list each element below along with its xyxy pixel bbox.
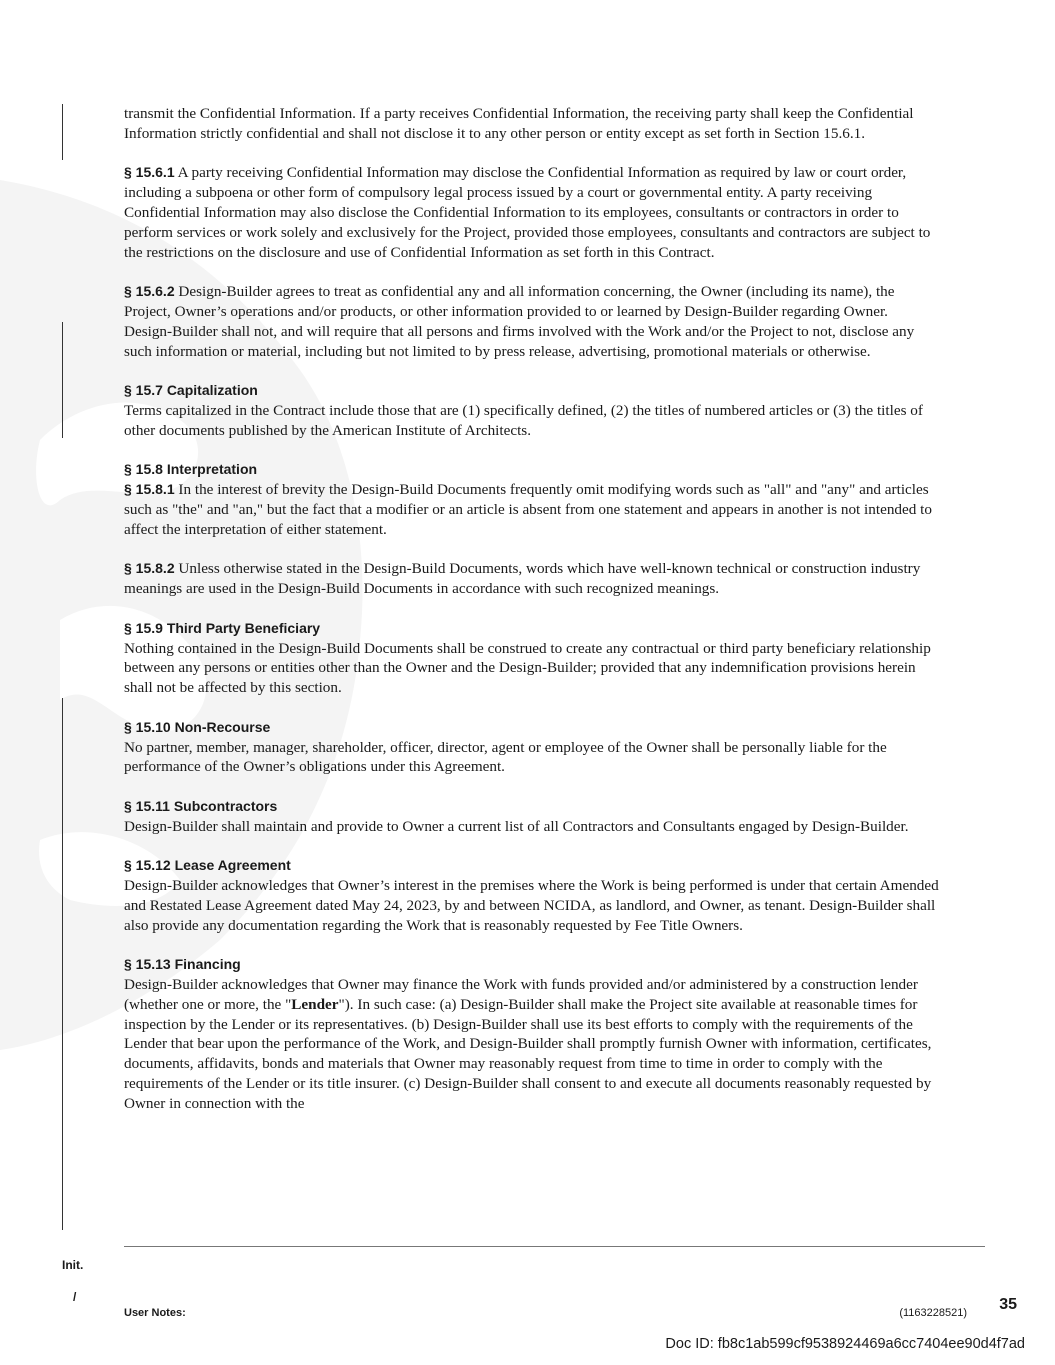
paragraph — [124, 718, 939, 777]
paragraph-text: Design-Builder agrees to treat as confidential any and all information concerning, the Owner (including its name), the Project, Owner’s operations and/or products, or other information provided to or learned by Design-Builder regarding Owner. Design-Builder shall not, and will require that all persons and firms involved with the Work and/or the Project to not, disclose any such information or material, including but not limited to by press release, advertising, promotional materials or otherwise. — [124, 283, 915, 360]
doc-id: Doc ID: fb8c1ab599cf9538924469a6cc7404ee90d4f7ad — [665, 1336, 1025, 1352]
paragraph-text: Design-Builder acknowledges that Owner’s interest in the premises where the Work is being performed is under that certain Amended and Restated Lease Agreement dated May 24, 2023, by and between NCIDA, as landlord, and Owner, as tenant. Design-Builder shall also provide any documentation regarding the Work that is reasonably requested by Fee Title Owners. — [124, 877, 939, 934]
section-heading: § 15.11 Subcontractors — [124, 797, 278, 814]
page-number: 35 — [999, 1296, 1017, 1313]
section-heading: § 15.8.1 — [124, 481, 175, 498]
paragraph — [124, 559, 939, 599]
paragraph-text: "). In such case: (a) Design-Builder shall make the Project site available at reasonable times for inspection by the Lender or its representatives. (b) Design-Builder shall use its best efforts to comply with the requirements of the Lender that bear upon the performance of the Work, and Design-Builder shall promptly furnish Owner with information, certificates, documents, affidavits, bonds and materials that Owner may reasonably request from time to time in order to comply with the requirements of the Lender or its title insurer. (c) Design-Builder shall consent to and execute all documents reasonably requested by Owner in connection with the — [124, 995, 932, 1112]
paragraph — [124, 797, 939, 837]
paragraph — [124, 282, 939, 361]
init-label: Init. — [62, 1258, 84, 1272]
revision-bar — [62, 104, 63, 160]
paragraph — [124, 856, 939, 935]
paragraph — [124, 460, 939, 480]
section-heading: § 15.8 Interpretation — [124, 461, 258, 478]
section-heading: § 15.12 Lease Agreement — [124, 857, 291, 874]
init-slash: / — [73, 1290, 77, 1304]
paragraph-text: transmit the Confidential Information. If a party receives Confidential Information, the receiving party shall keep the Confidential Information strictly confidential and shall not disclose it to any other person or entity except as set forth in Section 15.6.1. — [124, 105, 914, 142]
paragraph — [124, 104, 939, 144]
section-heading: § 15.7 Capitalization — [124, 382, 258, 399]
section-heading: § 15.9 Third Party Beneficiary — [124, 619, 321, 636]
paragraph-text: Design-Builder acknowledges that Owner may finance the Work with funds provided and/or administered by a construction lender (whether one or more, the " — [124, 976, 918, 1013]
section-heading: § 15.6.2 — [124, 283, 175, 300]
paragraph-text: In the interest of brevity the Design-Build Documents frequently omit modifying words such as "all" and "any" and articles such as "the" and "an," but the fact that a modifier or an article is absent from one statement and appears in another is not intended to affect the interpretation of either statement. — [124, 481, 932, 538]
paragraph — [124, 381, 939, 440]
paragraph — [124, 619, 939, 698]
document-body — [124, 104, 939, 1114]
document-number: (1163228521) — [899, 1307, 967, 1319]
paragraph-text: No partner, member, manager, shareholder, officer, director, agent or employee of the Owner shall be personally liable for the performance of the Owner’s obligations under this Agreement. — [124, 738, 887, 776]
footer-rule — [124, 1246, 985, 1247]
defined-term: Lender — [291, 995, 339, 1013]
paragraph-text: Terms capitalized in the Contract include those that are (1) specifically defined, (2) the titles of numbered articles or (3) the titles of other documents published by the American Institute of Architects. — [124, 401, 923, 439]
paragraph-text: A party receiving Confidential Information may disclose the Confidential Information as required by law or court order, including a subpoena or other form of compulsory legal process issued by a court or governmental entity. A party receiving Confidential Information may also disclose the Confidential Information to its employees, consultants or contractors in order to perform services or work solely and exclusively for the Project, provided those employees, consultants and contractors are subject to the restrictions on the disclosure and use of Confidential Information as set forth in this Contract. — [124, 164, 931, 261]
section-heading: § 15.6.1 — [124, 164, 175, 181]
revision-bar — [62, 322, 63, 438]
section-heading: § 15.10 Non-Recourse — [124, 718, 271, 735]
revision-bar — [62, 698, 63, 1230]
section-heading: § 15.8.2 — [124, 560, 175, 577]
paragraph — [124, 955, 939, 1113]
paragraph-text: Unless otherwise stated in the Design-Build Documents, words which have well-known technical or construction industry meanings are used in the Design-Build Documents in accordance with such recognized meanings. — [124, 560, 921, 598]
paragraph-text: Design-Builder shall maintain and provide to Owner a current list of all Contractors and Consultants engaged by Design-Builder. — [124, 817, 909, 835]
paragraph — [124, 163, 939, 262]
paragraph-text: Nothing contained in the Design-Build Documents shall be construed to create any contractual or third party beneficiary relationship between any persons or entities other than the Owner and the Design-Builder; provided that any indemnification provisions herein shall not be affected by this section. — [124, 639, 931, 697]
paragraph — [124, 480, 939, 539]
user-notes-label: User Notes: — [124, 1307, 186, 1319]
section-heading: § 15.13 Financing — [124, 956, 241, 973]
